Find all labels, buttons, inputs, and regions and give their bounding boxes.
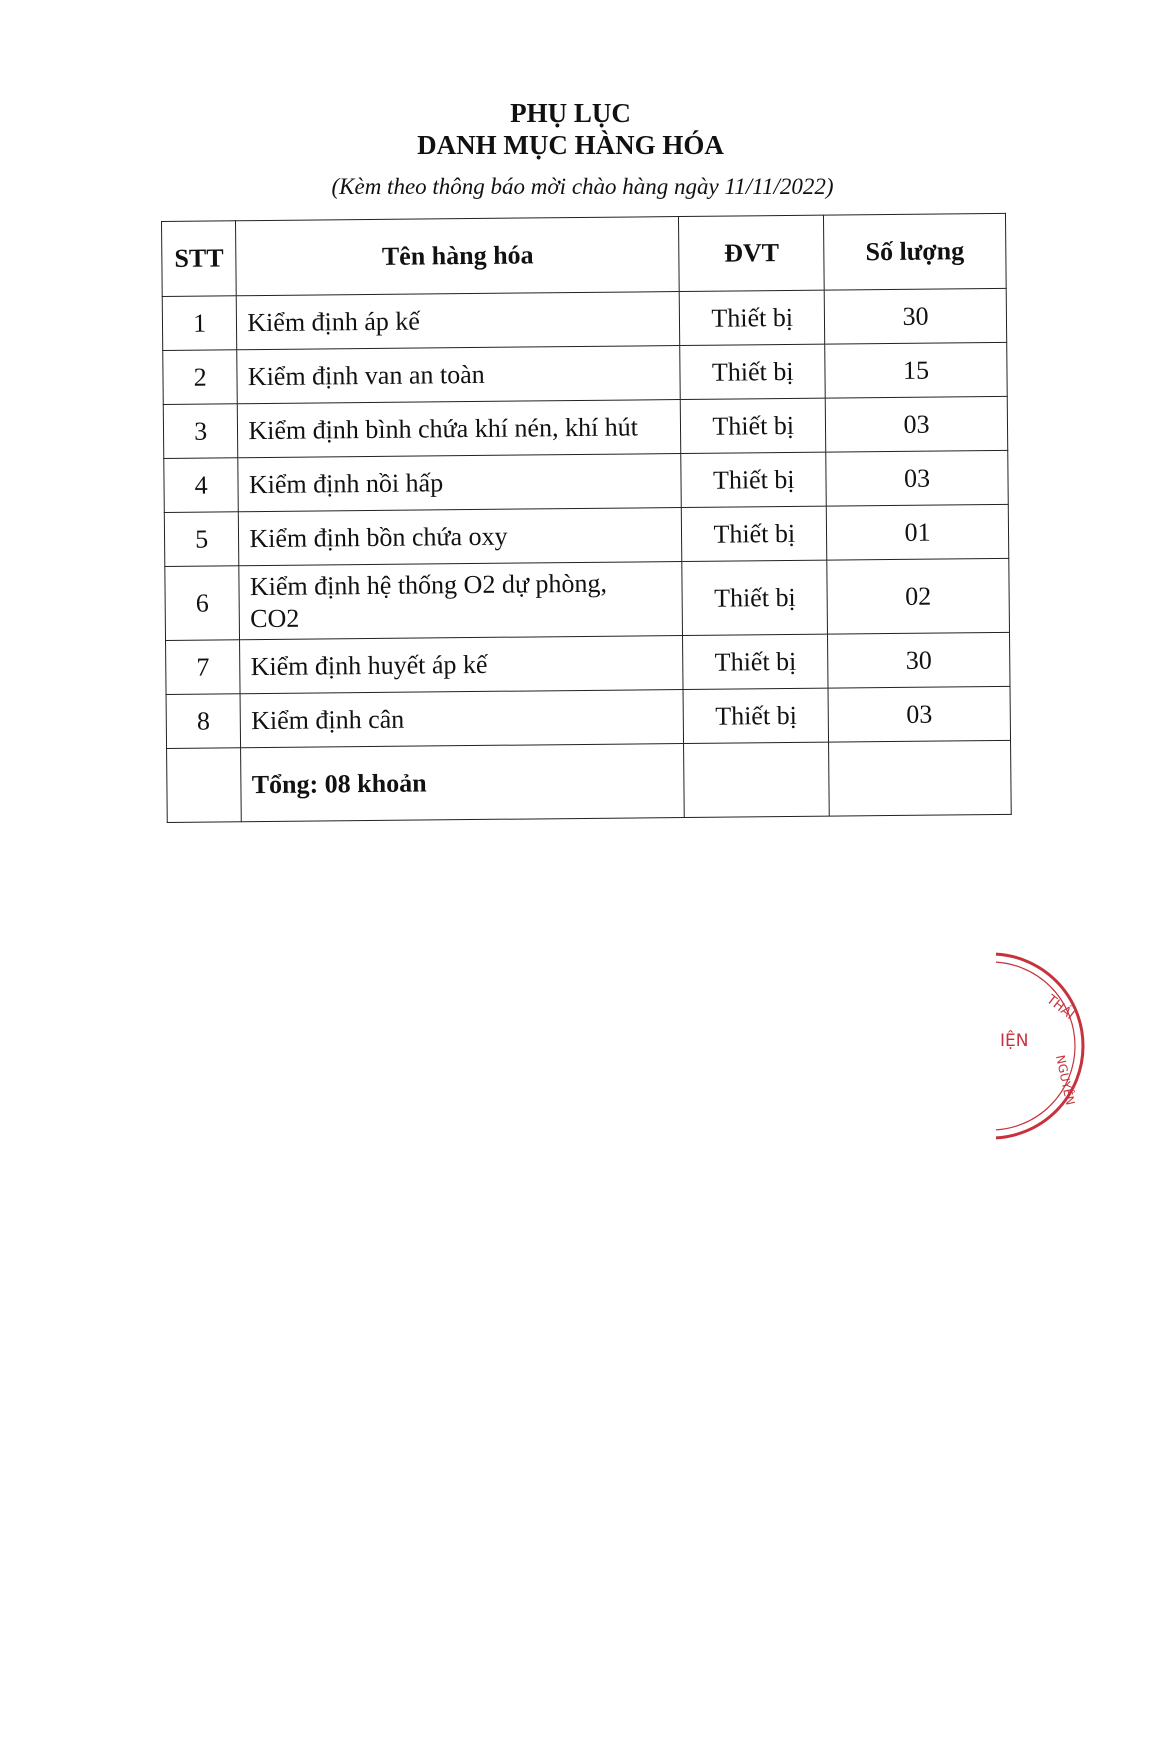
cell-empty bbox=[684, 742, 829, 817]
table-row bbox=[166, 686, 1010, 748]
cell-quantity: 03 bbox=[826, 450, 1008, 506]
cell-name: Kiểm định cân bbox=[240, 690, 684, 748]
table-row bbox=[164, 504, 1008, 566]
table-row bbox=[162, 288, 1006, 350]
cell-name-line: Kiểm định hệ thống O2 dự phòng, bbox=[249, 568, 608, 601]
cell-unit: Thiết bị bbox=[681, 452, 826, 507]
cell-empty bbox=[167, 748, 242, 823]
cell-quantity: 15 bbox=[825, 342, 1007, 398]
seal-text-mid: IỆN bbox=[1000, 1031, 1029, 1051]
document-subtitle: (Kèm theo thông báo mời chào hàng ngày 11/11/2022) bbox=[331, 174, 834, 199]
cell-quantity: 30 bbox=[824, 288, 1006, 344]
cell-name-line: CO2 bbox=[250, 603, 300, 633]
cell-stt: 6 bbox=[165, 566, 240, 641]
cell-quantity: 30 bbox=[828, 632, 1010, 688]
cell-stt: 3 bbox=[163, 404, 238, 459]
cell-stt: 7 bbox=[166, 640, 241, 695]
cell-name bbox=[239, 562, 683, 640]
table-row bbox=[164, 450, 1008, 512]
cell-name: Kiểm định bồn chứa oxy bbox=[239, 508, 683, 566]
total-label: Tổng: 08 khoản bbox=[241, 744, 685, 822]
cell-unit: Thiết bị bbox=[683, 634, 828, 689]
table-row bbox=[165, 558, 1010, 640]
goods-table bbox=[161, 213, 1012, 823]
cell-stt: 8 bbox=[166, 694, 241, 749]
table-row bbox=[163, 342, 1007, 404]
seal-text-side: NGUYÊN bbox=[1053, 1053, 1078, 1107]
header-unit: ĐVT bbox=[679, 215, 824, 291]
goods-list-title: DANH MỤC HÀNG HÓA bbox=[417, 130, 724, 160]
cell-unit: Thiết bị bbox=[680, 290, 825, 345]
cell-unit: Thiết bị bbox=[682, 506, 827, 561]
official-seal bbox=[996, 946, 1096, 1146]
cell-quantity: 03 bbox=[828, 686, 1010, 742]
cell-unit: Thiết bị bbox=[682, 560, 827, 635]
cell-stt: 1 bbox=[162, 296, 237, 351]
appendix-title: PHỤ LỤC bbox=[510, 98, 631, 128]
cell-name: Kiểm định áp kế bbox=[237, 292, 681, 350]
cell-unit: Thiết bị bbox=[680, 344, 825, 399]
seal-text-top: THÁI bbox=[1043, 992, 1077, 1023]
cell-quantity: 02 bbox=[827, 558, 1010, 634]
table-header-row bbox=[162, 213, 1007, 296]
cell-name: Kiểm định huyết áp kế bbox=[240, 636, 684, 694]
cell-stt: 2 bbox=[163, 350, 238, 405]
table-total-row bbox=[167, 740, 1012, 822]
header-name: Tên hàng hóa bbox=[236, 217, 680, 296]
cell-name: Kiểm định van an toàn bbox=[237, 346, 681, 404]
cell-unit: Thiết bị bbox=[681, 398, 826, 453]
cell-quantity: 01 bbox=[826, 504, 1008, 560]
header-stt: STT bbox=[162, 221, 237, 297]
cell-name: Kiểm định bình chứa khí nén, khí hút bbox=[238, 400, 682, 458]
cell-stt: 5 bbox=[164, 512, 239, 567]
cell-stt: 4 bbox=[164, 458, 239, 513]
cell-quantity: 03 bbox=[825, 396, 1007, 452]
seal-icon bbox=[996, 946, 1096, 1146]
cell-name: Kiểm định nồi hấp bbox=[238, 454, 682, 512]
cell-unit: Thiết bị bbox=[683, 688, 828, 743]
table-row bbox=[163, 396, 1007, 458]
cell-empty bbox=[829, 740, 1012, 816]
table-row bbox=[166, 632, 1010, 694]
header-quantity: Số lượng bbox=[824, 213, 1007, 290]
